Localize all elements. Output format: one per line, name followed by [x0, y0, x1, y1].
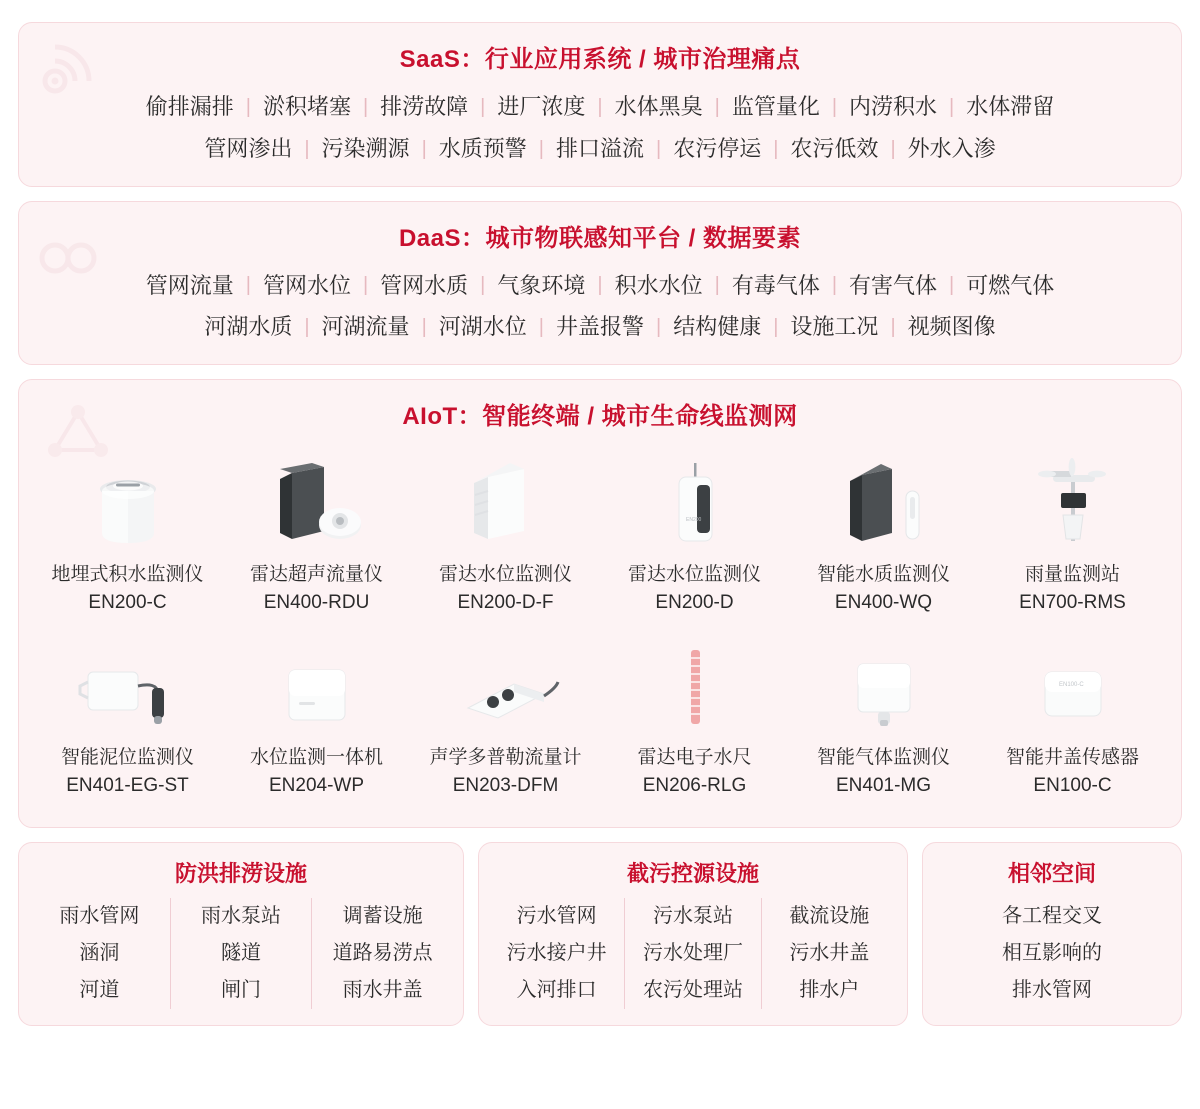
facility-boxes — [18, 842, 1182, 1026]
saas-item: 污染溯源 — [321, 135, 410, 161]
adjacent-space-items — [933, 898, 1171, 1009]
saas-item: 偷排漏排 — [145, 94, 234, 119]
facility-column — [489, 898, 625, 1009]
divider: | — [714, 95, 720, 118]
device-card — [600, 630, 789, 809]
saas-item: 进厂浓度 — [497, 94, 586, 119]
facility-column — [762, 898, 897, 1009]
daas-item: 视频图像 — [907, 314, 996, 340]
facility-item: 污水管网 — [516, 905, 597, 928]
facility-item: 污水井盖 — [789, 942, 870, 965]
device-card — [789, 447, 978, 626]
flood-control-title: 防洪排涝设施 — [174, 861, 307, 887]
daas-item: 井盖报警 — [555, 314, 644, 340]
daas-item: 河湖流量 — [321, 314, 410, 340]
saas-item: 排口溢流 — [555, 135, 644, 161]
device-card — [600, 447, 789, 626]
device-name: 雷达电子水尺 — [637, 747, 752, 769]
device-card — [411, 447, 600, 626]
device-model: EN401-EG-ST — [66, 774, 189, 796]
svg-text:EN200: EN200 — [685, 517, 701, 524]
divider: | — [480, 95, 486, 118]
facility-item: 涵洞 — [79, 942, 120, 965]
device-name: 地埋式积水监测仪 — [51, 564, 204, 586]
device-name: 智能气体监测仪 — [816, 747, 950, 769]
facility-item: 道路易涝点 — [332, 942, 433, 965]
device-model: EN200-D-F — [457, 591, 554, 613]
integrated-water-level-unit-icon — [226, 636, 407, 734]
device-model: EN401-MG — [835, 774, 932, 796]
device-model: EN100-C — [1033, 774, 1112, 796]
radar-ultrasonic-flowmeter-icon — [226, 453, 407, 551]
daas-row-2 — [45, 306, 1155, 348]
device-name: 声学多普勒流量计 — [429, 747, 582, 769]
saas-title: SaaS：行业应用系统 / 城市治理痛点 — [399, 46, 801, 73]
divider: | — [949, 274, 955, 297]
daas-item: 管网水质 — [380, 272, 469, 298]
device-model: EN400-WQ — [834, 591, 933, 613]
device-card — [222, 630, 411, 809]
water-quality-analyzer-icon — [793, 453, 974, 551]
saas-item: 排涝故障 — [380, 94, 469, 119]
radar-water-level-probe-icon — [604, 453, 785, 551]
device-model: EN400-RDU — [263, 591, 370, 613]
gas-detector-icon — [793, 636, 974, 734]
daas-item: 河湖水质 — [204, 314, 293, 340]
daas-panel — [18, 201, 1182, 366]
device-card — [978, 447, 1167, 626]
divider: | — [656, 316, 662, 339]
facility-item: 河道 — [79, 979, 120, 1002]
radar-water-level-meter-icon — [415, 453, 596, 551]
facility-column — [312, 898, 453, 1009]
saas-item: 农污低效 — [790, 135, 879, 161]
device-name: 雷达水位监测仪 — [627, 564, 761, 586]
buried-water-level-sensor-icon — [37, 453, 218, 551]
daas-item: 气象环境 — [497, 272, 586, 298]
daas-item: 有毒气体 — [731, 272, 820, 298]
saas-item: 外水入渗 — [907, 135, 996, 161]
device-name: 水位监测一体机 — [249, 747, 383, 769]
divider: | — [421, 316, 427, 339]
daas-title: DaaS：城市物联感知平台 / 数据要素 — [398, 224, 802, 252]
divider: | — [245, 95, 251, 118]
daas-item: 设施工况 — [790, 314, 879, 340]
device-card — [978, 630, 1167, 809]
device-name: 雷达水位监测仪 — [438, 564, 572, 586]
divider: | — [831, 274, 838, 297]
saas-item: 淤积堵塞 — [262, 94, 351, 119]
device-name: 智能泥位监测仪 — [60, 747, 194, 769]
daas-item: 管网水位 — [262, 272, 351, 298]
pollution-control-columns — [489, 898, 897, 1009]
saas-item: 管网渗出 — [204, 135, 293, 161]
flood-control-columns — [29, 898, 453, 1009]
facility-item: 雨水管网 — [59, 905, 140, 928]
doppler-flowmeter-icon — [415, 636, 596, 734]
facility-column — [29, 898, 171, 1009]
facility-item: 污水处理厂 — [642, 942, 743, 965]
aiot-panel — [18, 379, 1182, 828]
daas-item: 管网流量 — [145, 272, 234, 298]
facility-item: 各工程交叉 — [1002, 905, 1102, 928]
electronic-water-gauge-icon — [604, 636, 785, 734]
device-model: EN700-RMS — [1019, 591, 1126, 613]
device-card[interactable] — [222, 447, 411, 626]
divider: | — [656, 137, 662, 160]
daas-item: 有害气体 — [849, 272, 938, 298]
facility-column — [171, 898, 313, 1009]
device-name: 雨量监测站 — [1024, 564, 1120, 586]
daas-row-1 — [45, 265, 1155, 307]
facility-item: 雨水泵站 — [201, 905, 281, 928]
svg-text:EN100-C: EN100-C — [1058, 682, 1084, 689]
device-model: EN200-C — [88, 591, 167, 613]
divider: | — [890, 316, 896, 339]
saas-item: 水质预警 — [438, 135, 527, 161]
facility-item: 截流设施 — [789, 905, 870, 928]
pollution-control-title: 截污控源设施 — [626, 861, 759, 887]
saas-rows — [19, 86, 1181, 186]
daas-item: 结构健康 — [673, 314, 762, 340]
device-name: 智能井盖传感器 — [1005, 747, 1139, 769]
divider: | — [362, 274, 369, 297]
saas-panel — [18, 22, 1182, 187]
divider: | — [597, 274, 603, 297]
facility-item: 排水户 — [799, 979, 860, 1002]
saas-item: 监管量化 — [731, 94, 820, 119]
divider: | — [245, 274, 251, 297]
divider: | — [538, 137, 544, 160]
facility-item: 隧道 — [221, 942, 261, 965]
adjacent-space-title: 相邻空间 — [1007, 861, 1096, 887]
facility-item: 入河排口 — [516, 979, 597, 1002]
facility-item: 农污处理站 — [642, 979, 743, 1002]
divider: | — [597, 95, 603, 118]
divider: | — [714, 274, 720, 297]
device-model: EN206-RLG — [642, 774, 747, 796]
daas-item: 河湖水位 — [438, 314, 527, 340]
saas-row-2 — [45, 128, 1155, 170]
device-card — [789, 630, 978, 809]
divider: | — [480, 274, 486, 297]
device-card[interactable] — [33, 447, 222, 626]
device-card — [411, 630, 600, 809]
divider: | — [304, 316, 310, 339]
aiot-device-grid — [19, 443, 1181, 827]
aiot-title: AIoT：智能终端 / 城市生命线监测网 — [402, 403, 798, 431]
divider: | — [949, 95, 955, 118]
facility-item: 雨水井盖 — [342, 979, 423, 1002]
divider: | — [362, 95, 369, 118]
facility-item: 调蓄设施 — [342, 905, 423, 928]
facility-item: 污水接户井 — [506, 942, 607, 965]
divider: | — [538, 316, 544, 339]
device-name: 雷达超声流量仪 — [249, 564, 383, 586]
divider: | — [773, 137, 779, 160]
device-model: EN203-DFM — [452, 774, 559, 796]
rain-gauge-station-icon — [982, 453, 1163, 551]
device-name: 智能水质监测仪 — [816, 564, 950, 586]
facility-column — [625, 898, 761, 1009]
saas-row-1 — [45, 86, 1155, 128]
adjacent-space-box — [922, 842, 1182, 1026]
saas-item: 农污停运 — [673, 135, 762, 161]
facility-item: 相互影响的 — [1002, 942, 1102, 965]
divider: | — [421, 137, 427, 160]
manhole-cover-sensor-icon — [982, 636, 1163, 734]
divider: | — [831, 95, 838, 118]
divider: | — [890, 137, 896, 160]
device-card — [33, 630, 222, 809]
daas-item: 积水水位 — [614, 272, 703, 298]
sludge-level-meter-icon — [37, 636, 218, 734]
saas-item: 内涝积水 — [849, 94, 938, 119]
pollution-control-box — [478, 842, 908, 1026]
daas-rows — [19, 265, 1181, 365]
facility-item: 污水泵站 — [652, 905, 733, 928]
facility-item: 排水管网 — [1012, 979, 1092, 1002]
device-model: EN204-WP — [268, 774, 365, 796]
saas-item: 水体黑臭 — [614, 94, 703, 119]
divider: | — [304, 137, 310, 160]
flood-control-box — [18, 842, 464, 1026]
device-model: EN200-D — [655, 591, 734, 613]
divider: | — [773, 316, 779, 339]
saas-item: 水体滞留 — [966, 94, 1055, 119]
daas-item: 可燃气体 — [966, 272, 1055, 298]
facility-item: 闸门 — [221, 979, 261, 1002]
